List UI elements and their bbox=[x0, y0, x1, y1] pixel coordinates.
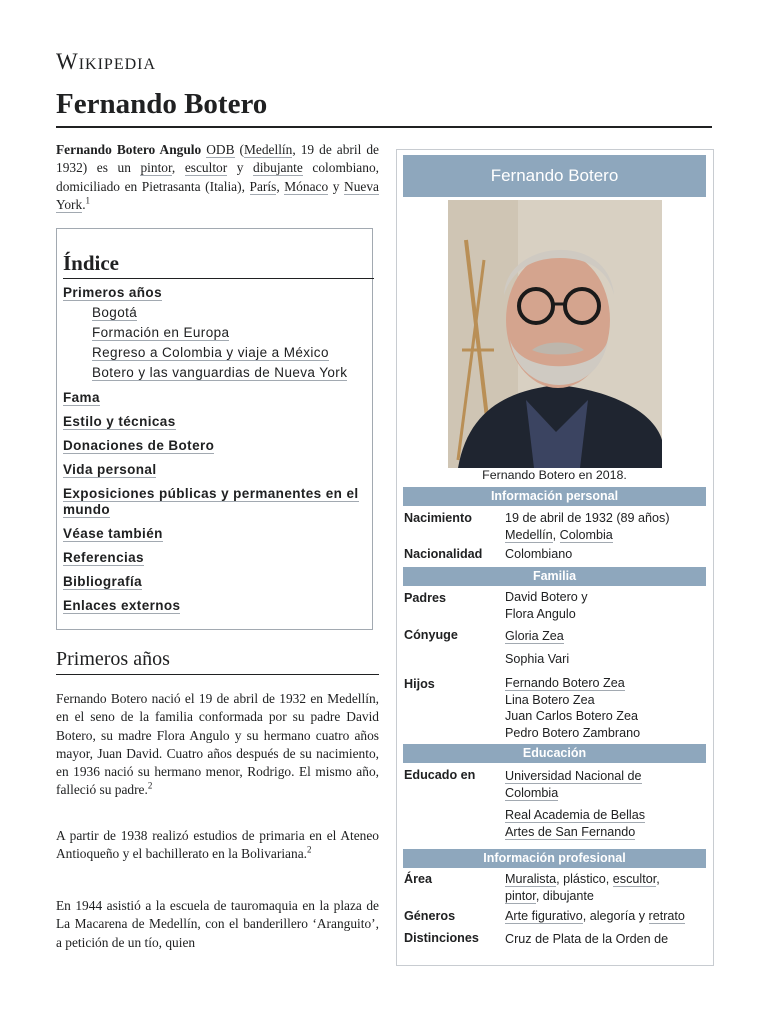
body-paragraph bbox=[56, 827, 379, 864]
link-paris[interactable]: París bbox=[249, 178, 277, 194]
link-escultor[interactable]: escultor bbox=[184, 160, 228, 176]
area-text: , dibujante bbox=[535, 888, 594, 903]
link-monaco[interactable]: Mónaco bbox=[284, 178, 329, 194]
toc-subitem-label[interactable]: Botero y las vanguardias de Nueva York bbox=[92, 365, 348, 380]
child-name: Lina Botero Zea bbox=[505, 692, 595, 707]
intro-paragraph bbox=[56, 141, 379, 214]
toc-subitem-label[interactable]: Formación en Europa bbox=[92, 325, 230, 340]
portrait-photo[interactable] bbox=[448, 200, 662, 468]
toc-item-label[interactable]: Exposiciones públicas y permanentes en el mundo bbox=[63, 486, 359, 517]
separator: , bbox=[552, 527, 560, 542]
link-colombia[interactable]: Colombia bbox=[559, 527, 613, 542]
toc-item[interactable] bbox=[63, 486, 366, 518]
toc-item[interactable] bbox=[63, 526, 366, 542]
band-familia: Familia bbox=[403, 567, 706, 586]
intro-text: . bbox=[82, 196, 86, 212]
toc-subitem[interactable] bbox=[92, 365, 366, 381]
link-dibujante[interactable]: dibujante bbox=[253, 160, 303, 176]
infobox bbox=[396, 149, 714, 966]
value-nacimiento bbox=[505, 510, 710, 543]
band-personal: Información personal bbox=[403, 487, 706, 506]
paragraph-text: Fernando Botero nació el 19 de abril de 1932 en Medellín, en el seno de la familia conformada por su padre David Botero, su madre Flora Angulo y su hermano cuatro años mayor, Juan David. Cuatro años después de su nacimiento, en 1936 nació su hermano menor, Rodrigo. El mismo año, falleció su padre. bbox=[56, 691, 379, 798]
reference-link[interactable]: 2 bbox=[307, 844, 312, 855]
label-educado: Educado en bbox=[404, 768, 476, 782]
link-pintor[interactable]: pintor bbox=[140, 160, 172, 176]
link-child[interactable]: Fernando Botero Zea bbox=[505, 676, 625, 690]
link-pintor[interactable]: pintor bbox=[505, 888, 536, 903]
toc-item-label[interactable]: Bibliografía bbox=[63, 574, 143, 589]
birth-place bbox=[505, 527, 710, 544]
value-area bbox=[505, 871, 710, 904]
section-heading: Primeros años bbox=[56, 648, 379, 675]
body-paragraph bbox=[56, 897, 379, 952]
toc-item-label[interactable]: Fama bbox=[63, 390, 100, 405]
reference-link[interactable]: 1 bbox=[85, 195, 91, 206]
toc-subitem-label[interactable]: Regreso a Colombia y viaje a México bbox=[92, 345, 329, 360]
parent-father: David Botero y bbox=[505, 590, 588, 604]
photo-caption: Fernando Botero en 2018. bbox=[482, 468, 627, 482]
toc-subitem[interactable] bbox=[92, 345, 366, 361]
genres-text: , alegoría y bbox=[582, 909, 649, 923]
intro-text: , 19 de abril de 1932) es un bbox=[56, 142, 379, 176]
toc-item-label[interactable]: Véase también bbox=[63, 526, 163, 541]
intro-text: colombiano, domiciliado en Pietrasanta (Italia), bbox=[56, 160, 379, 194]
value-generos bbox=[505, 908, 710, 925]
toc-subitem-label[interactable]: Bogotá bbox=[92, 305, 138, 320]
toc-item[interactable] bbox=[63, 574, 366, 590]
label-conyuge: Cónyuge bbox=[404, 628, 458, 642]
page-title: Fernando Botero bbox=[56, 86, 712, 128]
table-of-contents bbox=[56, 228, 373, 630]
subject-name: Fernando Botero Angulo bbox=[56, 142, 202, 157]
toc-item[interactable] bbox=[63, 550, 366, 566]
label-nacionalidad: Nacionalidad bbox=[404, 547, 483, 561]
label-nacimiento: Nacimiento bbox=[404, 511, 472, 525]
toc-item-label[interactable]: Referencias bbox=[63, 550, 144, 565]
link-retrato[interactable]: retrato bbox=[648, 909, 685, 923]
link-muralista[interactable]: Muralista bbox=[505, 872, 557, 886]
infobox-title: Fernando Botero bbox=[403, 155, 706, 197]
toc-item[interactable] bbox=[63, 390, 366, 406]
link-arte-figurativo[interactable]: Arte figurativo bbox=[505, 909, 583, 923]
intro-text: , bbox=[276, 178, 285, 194]
link-medellin[interactable]: Medellín bbox=[244, 142, 293, 157]
label-hijos: Hijos bbox=[404, 677, 435, 691]
area-text: , plástico, bbox=[556, 872, 613, 886]
link-universidad-nacional[interactable]: Universidad Nacional de Colombia bbox=[505, 769, 642, 800]
intro-text: ( bbox=[234, 142, 244, 157]
parent-mother: Flora Angulo bbox=[505, 606, 576, 621]
toc-item[interactable] bbox=[63, 598, 366, 614]
toc-item[interactable] bbox=[63, 438, 366, 454]
value-educado bbox=[505, 768, 670, 840]
toc-item[interactable] bbox=[63, 462, 366, 478]
toc-item-label[interactable]: Primeros años bbox=[63, 285, 162, 300]
value-padres bbox=[505, 589, 710, 622]
child-name: Juan Carlos Botero Zea bbox=[505, 709, 639, 723]
paragraph-text: A partir de 1938 realizó estudios de primaria en el Ateneo Antioqueño y el bachillerato en la Bolivariana. bbox=[56, 828, 379, 862]
link-medellin[interactable]: Medellín bbox=[505, 527, 553, 542]
link-gloria-zea[interactable]: Gloria Zea bbox=[505, 629, 564, 643]
band-profesional: Información profesional bbox=[403, 849, 706, 868]
value-distinciones: Cruz de Plata de la Orden de bbox=[505, 932, 669, 946]
link-nueva-york[interactable]: Nueva York bbox=[56, 178, 379, 212]
wikipedia-wordmark[interactable]: Wikipedia bbox=[56, 49, 157, 74]
toc-subitem[interactable] bbox=[92, 325, 366, 341]
toc-item-label[interactable]: Estilo y técnicas bbox=[63, 414, 176, 429]
toc-item-label[interactable]: Vida personal bbox=[63, 462, 157, 477]
spouse-sophia-vari: Sophia Vari bbox=[505, 651, 570, 666]
paragraph-text: En 1944 asistió a la escuela de tauromaquia en la plaza de La Macarena de Medellín, con el banderillero ‘Aranguito’, a petición de un tío, quien bbox=[56, 898, 379, 950]
label-area: Área bbox=[404, 872, 433, 886]
toc-item-label[interactable]: Enlaces externos bbox=[63, 598, 181, 613]
birth-date: 19 de abril de 1932 (89 años) bbox=[505, 511, 670, 525]
body-paragraph bbox=[56, 690, 379, 800]
link-real-academia[interactable]: Real Academia de Bellas Artes de San Fernando bbox=[505, 808, 646, 839]
intro-text: y bbox=[328, 178, 345, 194]
area-text: , bbox=[656, 872, 660, 886]
intro-text: y bbox=[227, 160, 254, 176]
portrait-illustration bbox=[448, 200, 662, 468]
link-odb[interactable]: ODB bbox=[206, 142, 235, 157]
link-escultor[interactable]: escultor bbox=[612, 872, 657, 886]
label-distinciones: Distinciones bbox=[404, 931, 479, 945]
band-educacion: Educación bbox=[403, 744, 706, 763]
toc-item-label[interactable]: Donaciones de Botero bbox=[63, 438, 215, 453]
value-conyuge bbox=[505, 628, 710, 667]
child-name: Pedro Botero Zambrano bbox=[505, 725, 641, 740]
toc-subitem[interactable] bbox=[92, 305, 366, 321]
toc-item[interactable] bbox=[63, 414, 366, 430]
label-padres: Padres bbox=[404, 591, 447, 605]
intro-text: , bbox=[171, 160, 185, 176]
toc-item[interactable] bbox=[63, 285, 366, 381]
label-generos: Géneros bbox=[404, 909, 456, 923]
toc-list bbox=[63, 285, 366, 614]
value-nacionalidad: Colombiano bbox=[505, 547, 573, 561]
reference-link[interactable]: 2 bbox=[147, 781, 153, 792]
value-hijos bbox=[505, 675, 710, 741]
toc-title: Índice bbox=[63, 251, 374, 279]
